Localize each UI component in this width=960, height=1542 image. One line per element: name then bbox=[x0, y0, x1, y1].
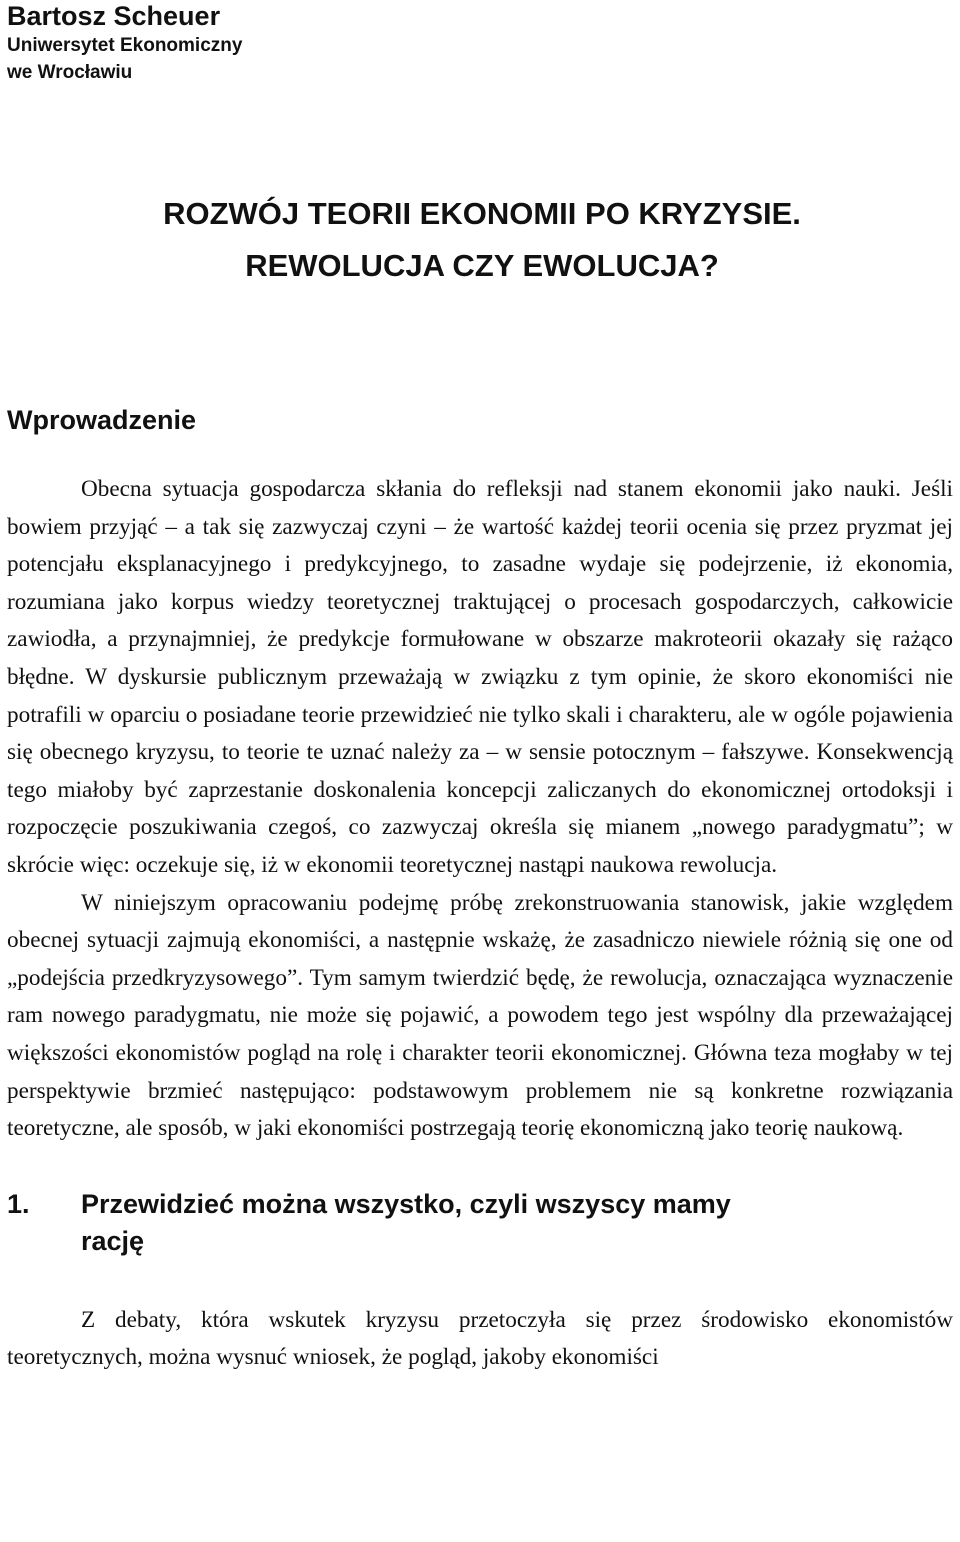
section-1-heading bbox=[7, 1186, 953, 1260]
section-1-title: Przewidzieć można wszystko, czyli wszyscy mamy rację bbox=[81, 1188, 731, 1256]
intro-paragraph-2: W niniejszym opracowaniu podejmę próbę zrekonstruowania stanowisk, jakie względem obecnej sytuacji zajmują ekonomiści, a następnie wskażę, że zasadniczo niewiele różnią się one od „podejścia przedkryzysowego”. Tym samym twierdzić będę, że rewolucja, oznaczająca wyznaczenie ram nowego paradygmatu, nie może się pojawić, a powodem tego jest wspólny dla przeważającej większości ekonomistów pogląd na rolę i charakter teorii ekonomicznej. Główna teza mogłaby w tej perspektywie brzmieć następująco: podstawowym problemem nie są konkretne rozwiązania teoretyczne, ale sposób, w jaki ekonomiści postrzegają teorię ekonomiczną jako teorię naukową. bbox=[7, 889, 953, 1142]
title-line-2: REWOLUCJA CZY EWOLUCJA? bbox=[245, 248, 719, 283]
author-name: Bartosz Scheuer bbox=[7, 1, 221, 31]
title-line-1: ROZWÓJ TEORII EKONOMII PO KRYZYSIE. bbox=[163, 196, 801, 231]
affiliation-line-2: we Wrocławiu bbox=[7, 62, 133, 83]
intro-heading: Wprowadzenie bbox=[7, 405, 197, 435]
section-1-paragraph: Z debaty, która wskutek kryzysu przetoczyła się przez środowisko ekonomistów teoretycznych, można wysnuć wniosek, że pogląd, jakoby ekonomiści bbox=[7, 1306, 953, 1371]
intro-paragraph-1: Obecna sytuacja gospodarcza skłania do refleksji nad stanem ekonomii jako nauki. Jeśli bowiem przyjąć – a tak się zazwyczaj czyni – że wartość każdej teorii ocenia się przez pryzmat jej potencjału eksplanacyjnego i predykcyjnego, to zasadne wydaje się podejrzenie, iż ekonomia, rozumiana jako korpus wiedzy teoretycznej traktującej o procesach gospodarczych, całkowicie zawiodła, a przynajmniej, że predykcje formułowane w obszarze makroteorii okazały się rażąco błędne. W dyskursie publicznym przeważają w związku z tym opinie, że skoro ekonomiści nie potrafili w oparciu o posiadane teorie przewidzieć nie tylko skali i charakteru, ale w ogóle pojawienia się obecnego kryzysu, to teorie te uznać należy za – w sensie potocznym – fałszywe. Konsekwencją tego miałoby być zaprzestanie doskonalenia koncepcji zaliczanych do ekonomicznej ortodoksji i rozpoczęcie poszukiwania czegoś, co zazwyczaj określa się mianem „nowego paradygmatu”; w skrócie więc: oczekuje się, iż w ekonomii teoretycznej nastąpi naukowa rewolucja. bbox=[7, 476, 953, 878]
document-page bbox=[7, 0, 953, 1377]
paper-title bbox=[7, 188, 953, 292]
affiliation-line-1: Uniwersytet Ekonomiczny bbox=[7, 35, 243, 56]
section-1-number: 1. bbox=[7, 1188, 30, 1219]
